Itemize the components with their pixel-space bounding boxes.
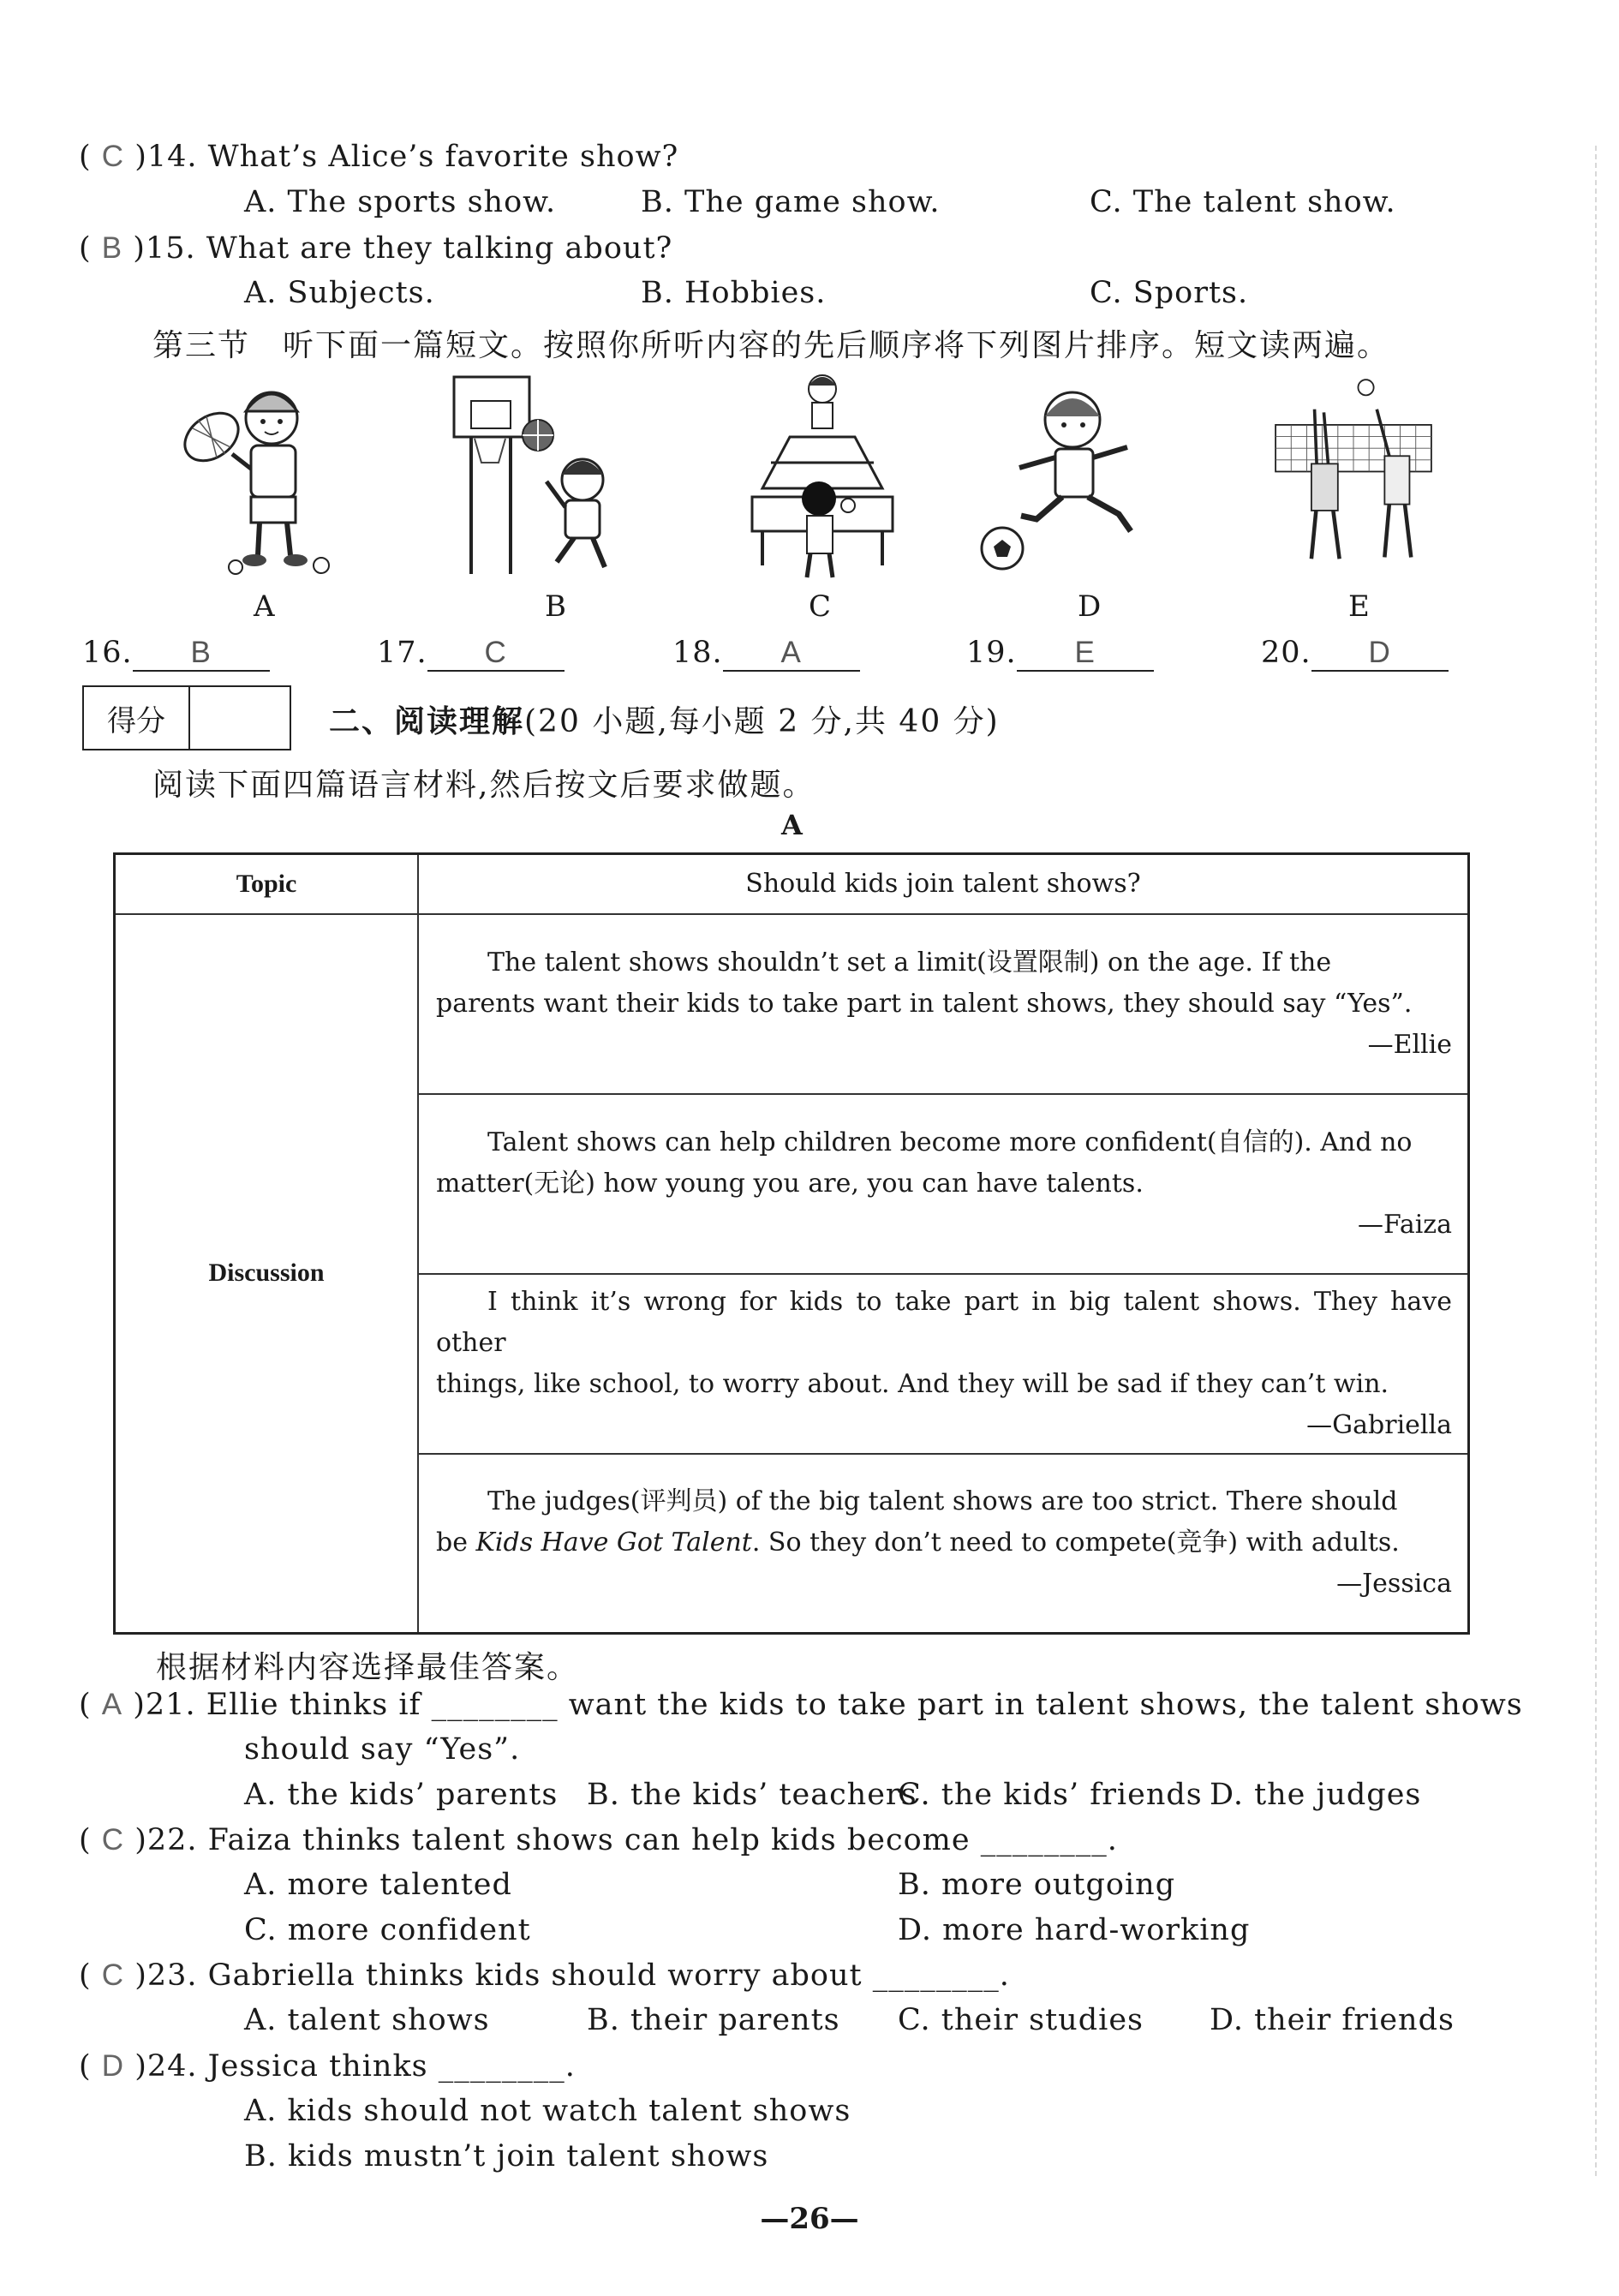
picture-label-c: C xyxy=(809,589,832,624)
talent-shows-table xyxy=(113,852,1470,1635)
picture-label-e: E xyxy=(1348,589,1370,624)
answer-15: B xyxy=(101,231,123,265)
option-14-b: B. The game show. xyxy=(641,185,941,219)
option-14-a: A. The sports show. xyxy=(244,185,557,219)
opinion-author-gabriella: —Gabriella xyxy=(1306,1409,1452,1440)
picture-label-a: A xyxy=(254,589,275,624)
option-23-c: C. their studies xyxy=(898,2003,1144,2037)
basketball-boy-icon xyxy=(445,368,617,583)
question-21-text: )21. Ellie thinks if ________ want the kids to take part in talent shows, the talent shows xyxy=(133,1688,1523,1722)
picture-label-d: D xyxy=(1078,589,1102,624)
option-22-d: D. more hard-working xyxy=(898,1913,1251,1947)
question-15-text: What are they talking about? xyxy=(206,231,673,266)
order-blank-16: B xyxy=(133,636,270,672)
opinion-author-faiza: —Faiza xyxy=(1358,1209,1452,1240)
order-blank-19: E xyxy=(1017,636,1154,672)
question-14-number: 14 xyxy=(146,140,188,174)
choose-instruction: 根据材料内容选择最佳答案。 xyxy=(156,1650,580,1685)
option-15-a: A. Subjects. xyxy=(244,276,435,310)
question-24-line: ( D )24. Jessica thinks ________. xyxy=(79,2049,576,2084)
reading-title-note: (20 小题,每小题 2 分,共 40 分) xyxy=(524,704,1000,739)
question-21-line: ( A )21. Ellie thinks if ________ want the kids to take part in talent shows, the talent shows xyxy=(79,1688,1523,1722)
question-14-line: ( C )14. What’s Alice’s favorite show? xyxy=(79,140,679,174)
volleyball-icon xyxy=(1268,368,1439,583)
score-box xyxy=(82,685,291,750)
picture-label-b: B xyxy=(545,589,566,624)
paren-open: ( xyxy=(79,140,92,174)
score-field[interactable] xyxy=(190,687,290,749)
table-header-topic-question: Should kids join talent shows? xyxy=(418,854,1469,914)
order-blank-20: D xyxy=(1311,636,1449,672)
table-header-topic: Topic xyxy=(115,854,419,914)
question-22-line: ( C )22. Faiza thinks talent shows can help kids become ________. xyxy=(79,1823,1118,1857)
order-answer-16: 16. B xyxy=(82,636,270,672)
question-23-text: )23. Gabriella thinks kids should worry about ________. xyxy=(134,1958,1010,1993)
order-answer-17: 17. C xyxy=(377,636,565,672)
option-24-b: B. kids mustn’t join talent shows xyxy=(244,2139,769,2173)
question-14-text: What’s Alice’s favorite show? xyxy=(207,140,679,174)
option-22-a: A. more talented xyxy=(244,1868,512,1902)
order-answer-18: 18. A xyxy=(672,636,860,672)
answer-23: C xyxy=(101,1958,125,1992)
answer-14: C xyxy=(101,140,125,173)
option-23-b: B. their parents xyxy=(587,2003,840,2037)
order-blank-17: C xyxy=(427,636,565,672)
option-21-d: D. the judges xyxy=(1210,1778,1422,1812)
question-23-line: ( C )23. Gabriella thinks kids should worry about ________. xyxy=(79,1958,1010,1993)
answer-21: A xyxy=(101,1688,123,1721)
answer-24: D xyxy=(101,2049,125,2083)
question-15-number: 15 xyxy=(145,231,186,266)
option-21-a: A. the kids’ parents xyxy=(244,1778,559,1812)
section3-instruction: 第三节 听下面一篇短文。按照你所听内容的先后顺序将下列图片排序。短文读两遍。 xyxy=(152,328,1390,363)
page-edge-dashed-line xyxy=(1595,146,1597,2176)
opinion-gabriella: I think it’s wrong for kids to take part in big talent shows. They have other things, like school, to worry about. And they will be sad if they can’t win. —Gabriella xyxy=(418,1274,1469,1454)
order-answer-20: 20. D xyxy=(1261,636,1449,672)
show-name-italic: Kids Have Got Talent xyxy=(475,1528,752,1558)
opinion-jessica: The judges(评判员) of the big talent shows are too strict. There should be Kids Have Got Talent. So they don’t need to compete(竞争) with adults. —Jessica xyxy=(418,1454,1469,1634)
option-23-d: D. their friends xyxy=(1210,2003,1455,2037)
option-23-a: A. talent shows xyxy=(244,2003,490,2037)
opinion-author-jessica: —Jessica xyxy=(1336,1569,1452,1599)
question-22-text: )22. Faiza thinks talent shows can help kids become ________. xyxy=(134,1823,1118,1857)
opinion-ellie: The talent shows shouldn’t set a limit(设置限制) on the age. If the parents want their kids to take part in talent shows, they should say “Yes”. —Ellie xyxy=(418,914,1469,1094)
order-answer-19: 19. E xyxy=(966,636,1154,672)
question-24-text: )24. Jessica thinks ________. xyxy=(134,2049,576,2084)
opinion-author-ellie: —Ellie xyxy=(1367,1029,1452,1060)
option-24-a: A. kids should not watch talent shows xyxy=(244,2094,851,2128)
table-side-discussion: Discussion xyxy=(115,914,419,1634)
reading-instruction: 阅读下面四篇语言材料,然后按文后要求做题。 xyxy=(152,768,815,803)
answer-22: C xyxy=(101,1823,125,1857)
score-label: 得分 xyxy=(84,687,190,749)
order-blank-18: A xyxy=(723,636,860,672)
opinion-faiza: Talent shows can help children become more confident(自信的). And no matter(无论) how young you are, you can have talents. —Faiza xyxy=(418,1094,1469,1274)
passage-label: A xyxy=(781,809,803,841)
ping-pong-icon xyxy=(737,368,908,583)
reading-section-title: 二、阅读理解(20 小题,每小题 2 分,共 40 分) xyxy=(329,703,1000,739)
option-21-c: C. the kids’ friends xyxy=(898,1778,1203,1812)
question-15-line: ( B )15. What are they talking about? xyxy=(79,231,673,266)
option-22-c: C. more confident xyxy=(244,1913,531,1947)
option-15-b: B. Hobbies. xyxy=(641,276,827,310)
question-21-text-cont: should say “Yes”. xyxy=(244,1732,521,1767)
page-number: —26— xyxy=(760,2202,859,2236)
soccer-boy-icon xyxy=(977,368,1148,583)
tennis-boy-icon xyxy=(176,368,347,583)
option-22-b: B. more outgoing xyxy=(898,1868,1176,1902)
option-14-c: C. The talent show. xyxy=(1090,185,1396,219)
option-15-c: C. Sports. xyxy=(1090,276,1249,310)
option-21-b: B. the kids’ teachers xyxy=(587,1778,917,1812)
